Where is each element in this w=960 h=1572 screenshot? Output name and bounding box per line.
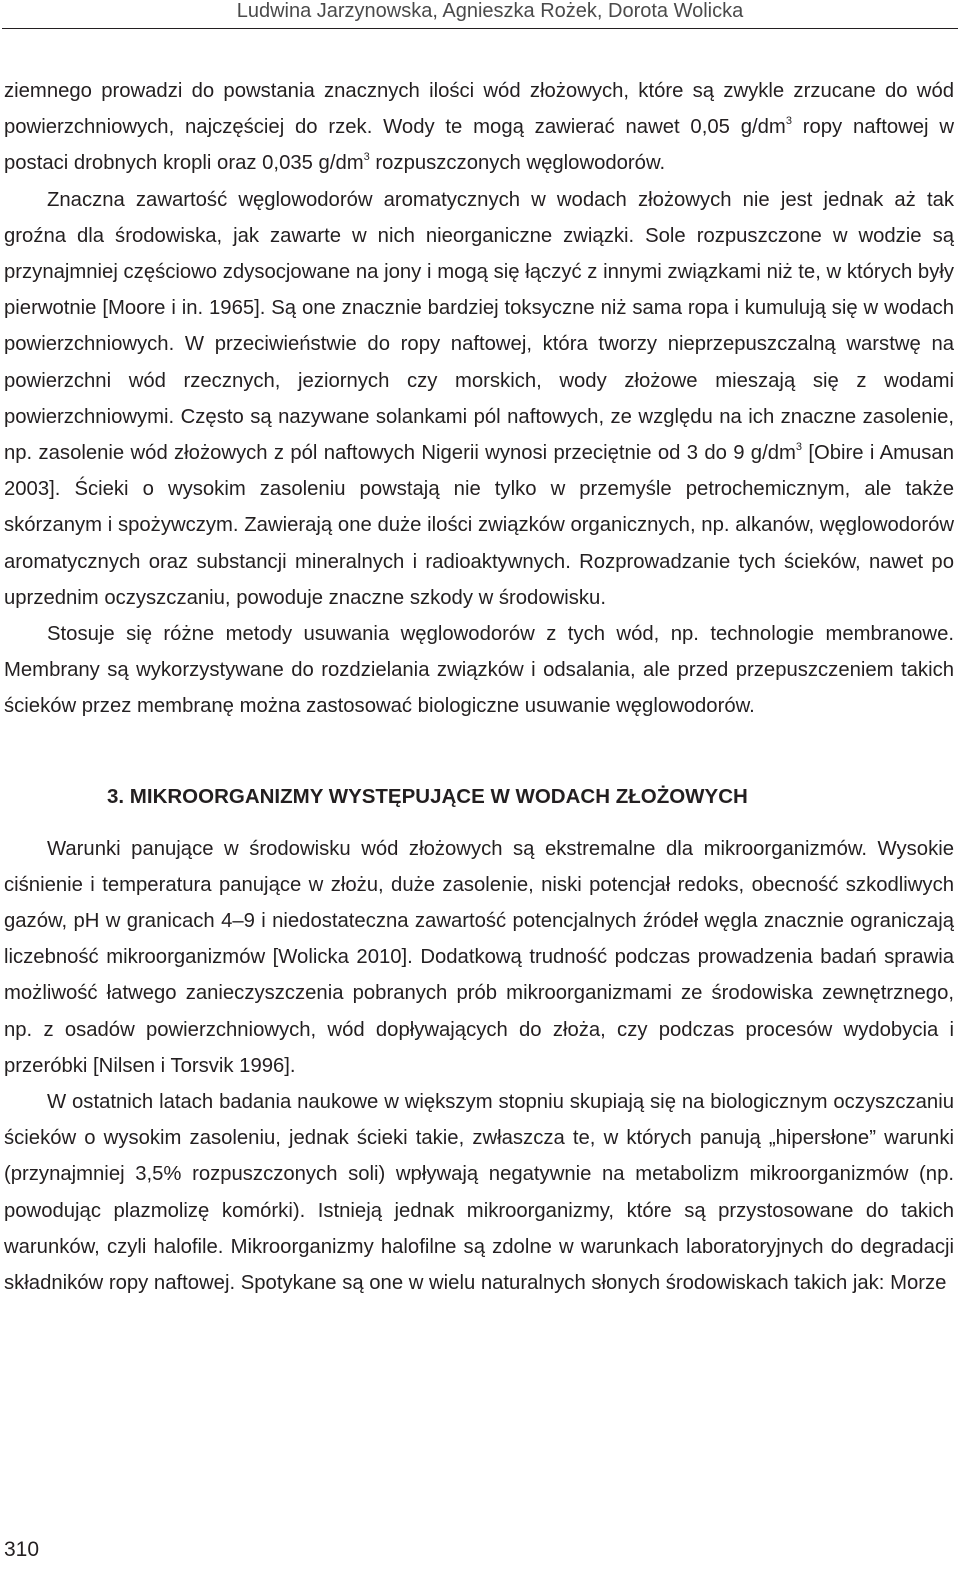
paragraph-5: W ostatnich latach badania naukowe w większym stopniu skupiają się na biologicznym oczyszczaniu ścieków o wysokim zasoleniu, jednak ścieki takie, zwłaszcza te, w których panują „hipersłone” warunki (przynajmniej 3,5% rozpuszczonych soli) wpływają negatywnie na metabolizm mikroorganizmów (np. powodując plazmolizę komórki). Istnieją jednak mikroorganizmy, które są przystosowane do takich warunków, czyli halofile. Mikroorganizmy halofilne są zdolne w warunkach laboratoryjnych do degradacji składników ropy naftowej. Spotykane są one w wielu naturalnych słonych środowiskach takich jak: Morze xyxy=(4,1091,954,1295)
paragraph-1-text-c: rozpuszczonych węglowodorów. xyxy=(369,152,666,175)
paragraph-3: Stosuje się różne metody usuwania węglowodorów z tych wód, np. technologie membranowe. Membrany są wykorzystywane do rozdzielania związków i odsalania, ale przed przepuszczeniem takich ścieków przez membranę można zastosować biologiczne usuwanie węglowodorów. xyxy=(4,623,954,718)
paragraph-2 xyxy=(4,182,954,616)
paragraph-1 xyxy=(4,73,954,182)
paragraph-2-text-b: [Obire i Amusan 2003]. Ścieki o wysokim zasoleniu powstają nie tylko w przemyśle petrochemicznym, ale także skórzanym i spożywczym. Zawierają one duże ilości związków organicznych, np. alkanów, węglowodorów aromatycznych oraz substancji mineralnych i radioaktywnych. Rozprowadzanie tych ścieków, nawet po uprzednim oczyszczaniu, powoduje znaczne szkody w środowisku. xyxy=(4,442,954,609)
section-heading: 3. MIKROORGANIZMY WYSTĘPUJĄCE W WODACH ZŁOŻOWYCH xyxy=(107,784,748,808)
header-rule xyxy=(2,28,958,29)
superscript-3: 3 xyxy=(795,441,803,454)
running-head xyxy=(0,0,960,22)
superscript-3: 3 xyxy=(363,151,370,164)
page-body xyxy=(4,73,954,1301)
paragraph-4: Warunki panujące w środowisku wód złożowych są ekstremalne dla mikroorganizmów. Wysokie ciśnienie i temperatura panujące w złożu, duże zasolenie, niski potencjał redoks, obecność szkodliwych gazów, pH w granicach 4–9 i niedostateczna zawartość potencjalnych źródeł węgla znacznie ograniczają liczebność mikroorganizmów [Wolicka 2010]. Dodatkową trudność podczas prowadzenia badań sprawia możliwość łatwego zanieczyszczenia pobranych prób mikroorganizmami ze środowiska zewnętrznego, np. z osadów powierzchniowych, wód dopływających do złoża, czy podczas procesów wydobycia i przeróbki [Nilsen i Torsvik 1996]. xyxy=(4,837,954,1077)
paragraph-2-text-a: Znaczna zawartość węglowodorów aromatycznych w wodach złożowych nie jest jednak aż tak groźna dla środowiska, jak zawarte w nich nieorganiczne związki. Sole rozpuszczone w wodzie są przynajmniej częściowo zdysocjowane na jony i mogą się łączyć z innymi związkami niż te, w których były pierwotnie [Moore i in. 1965]. Są one znacznie bardziej toksyczne niż sama ropa i kumulują się w wodach powierzchniowych. W przeciwieństwie do ropy naftowej, która tworzy nieprzepuszczalną warstwę na powierzchni wód rzecznych, jeziornych czy morskich, wody złożowe mieszają się z wodami powierzchniowymi. Często są nazywane solankami pól naftowych, ze względu na ich znaczne zasolenie, np. zasolenie wód złożowych z pól naftowych Nigerii wynosi przeciętnie od 3 do 9 g/dm xyxy=(4,188,954,465)
running-head-authors: Ludwina Jarzynowska, Agnieszka Rożek, Dorota Wolicka xyxy=(236,0,744,22)
page-number: 310 xyxy=(4,1538,40,1561)
paragraph-1-text-a: ziemnego prowadzi do powstania znacznych ilości wód złożowych, które są zwykle zrzucane do wód powierzchniowych, najczęściej do rzek. Wody te mogą zawierać nawet 0,05 g/dm xyxy=(4,80,954,139)
superscript-3: 3 xyxy=(785,115,792,128)
paragraph-1-text-b: ropy naftowej w postaci drobnych kropli oraz 0,035 g/dm xyxy=(4,116,954,175)
